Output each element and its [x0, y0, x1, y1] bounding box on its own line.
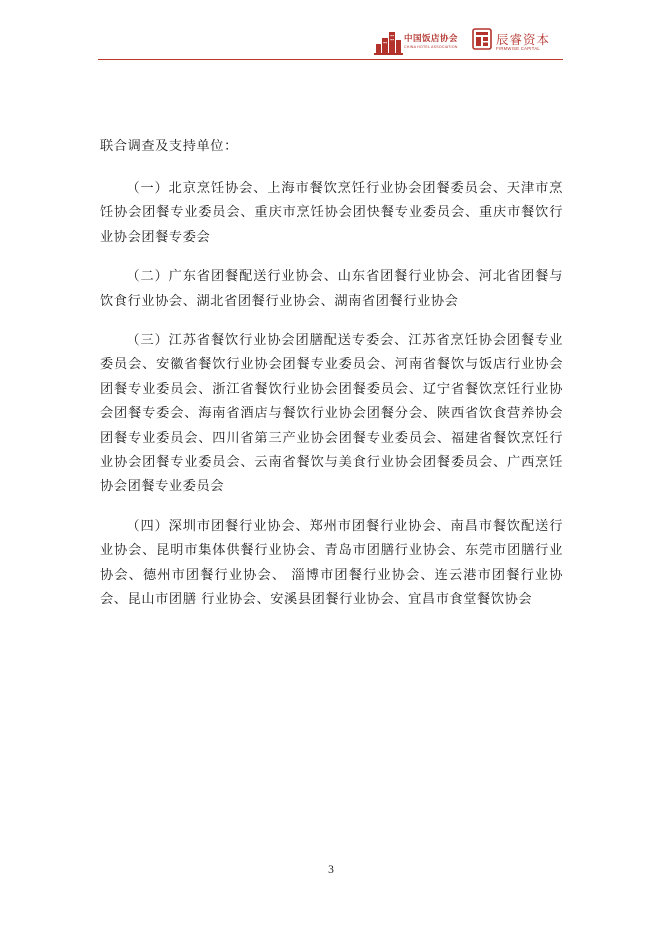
intro-heading: 联合调查及支持单位：: [100, 139, 238, 154]
building-logo-icon: [374, 30, 404, 56]
paragraph-3: （三）江苏省餐饮行业协会团膳配送专委会、江苏省烹饪协会团餐专业委员会、安徽省餐饮行业协会团餐专业委员会、河南省餐饮与饭店行业协会团餐专业委员会、浙江省餐饮行业协会团餐委员会、辽宁省餐饮烹饪行业协会团餐专委会、海南省酒店与餐饮行业协会团餐分会、陕西省饮食营养协会团餐专业委员会、四川省第三产业协会团餐专业委员会、福建省餐饮烹饪行业协会团餐专业委员会、云南省餐饮与美食行业协会团餐委员会、广西烹饪协会团餐专业委员会: [100, 333, 563, 495]
logo1-subtitle: CHINA HOTEL ASSOCIATION: [404, 45, 458, 49]
firmwise-capital-logo: [472, 28, 562, 56]
logo1-name: 中国饭店协会: [404, 34, 459, 44]
page-number: 3: [328, 864, 334, 876]
paragraph-2: （二）广东省团餐配送行业协会、山东省团餐行业协会、河北省团餐与饮食行业协会、湖北省团餐行业协会、湖南省团餐行业协会: [100, 269, 563, 309]
document-body: [100, 135, 563, 628]
header-divider: [98, 59, 563, 60]
logo2-name: 辰睿资本: [496, 32, 551, 47]
paragraph-1: （一）北京烹饪协会、上海市餐饮烹饪行业协会团餐委员会、天津市烹饪协会团餐专业委员会、重庆市烹饪协会团快餐专业委员会、重庆市餐饮行业协会团餐专委会: [100, 181, 563, 245]
page-header: [0, 0, 662, 62]
logo2-subtitle: FIRMWISE CAPITAL: [496, 46, 541, 51]
china-hotel-association-logo: [374, 30, 466, 56]
paragraph-4: （四）深圳市团餐行业协会、郑州市团餐行业协会、南昌市餐饮配送行业协会、昆明市集体供餐行业协会、青岛市团膳行业协会、东莞市团膳行业协会、德州市团餐行业协会、 淄博市团餐行业协会、连云港市团餐行业协会、昆山市团膳 行业协会、安溪县团餐行业协会、宜昌市食堂餐饮协会: [100, 518, 563, 608]
seal-logo-icon: [472, 28, 492, 50]
